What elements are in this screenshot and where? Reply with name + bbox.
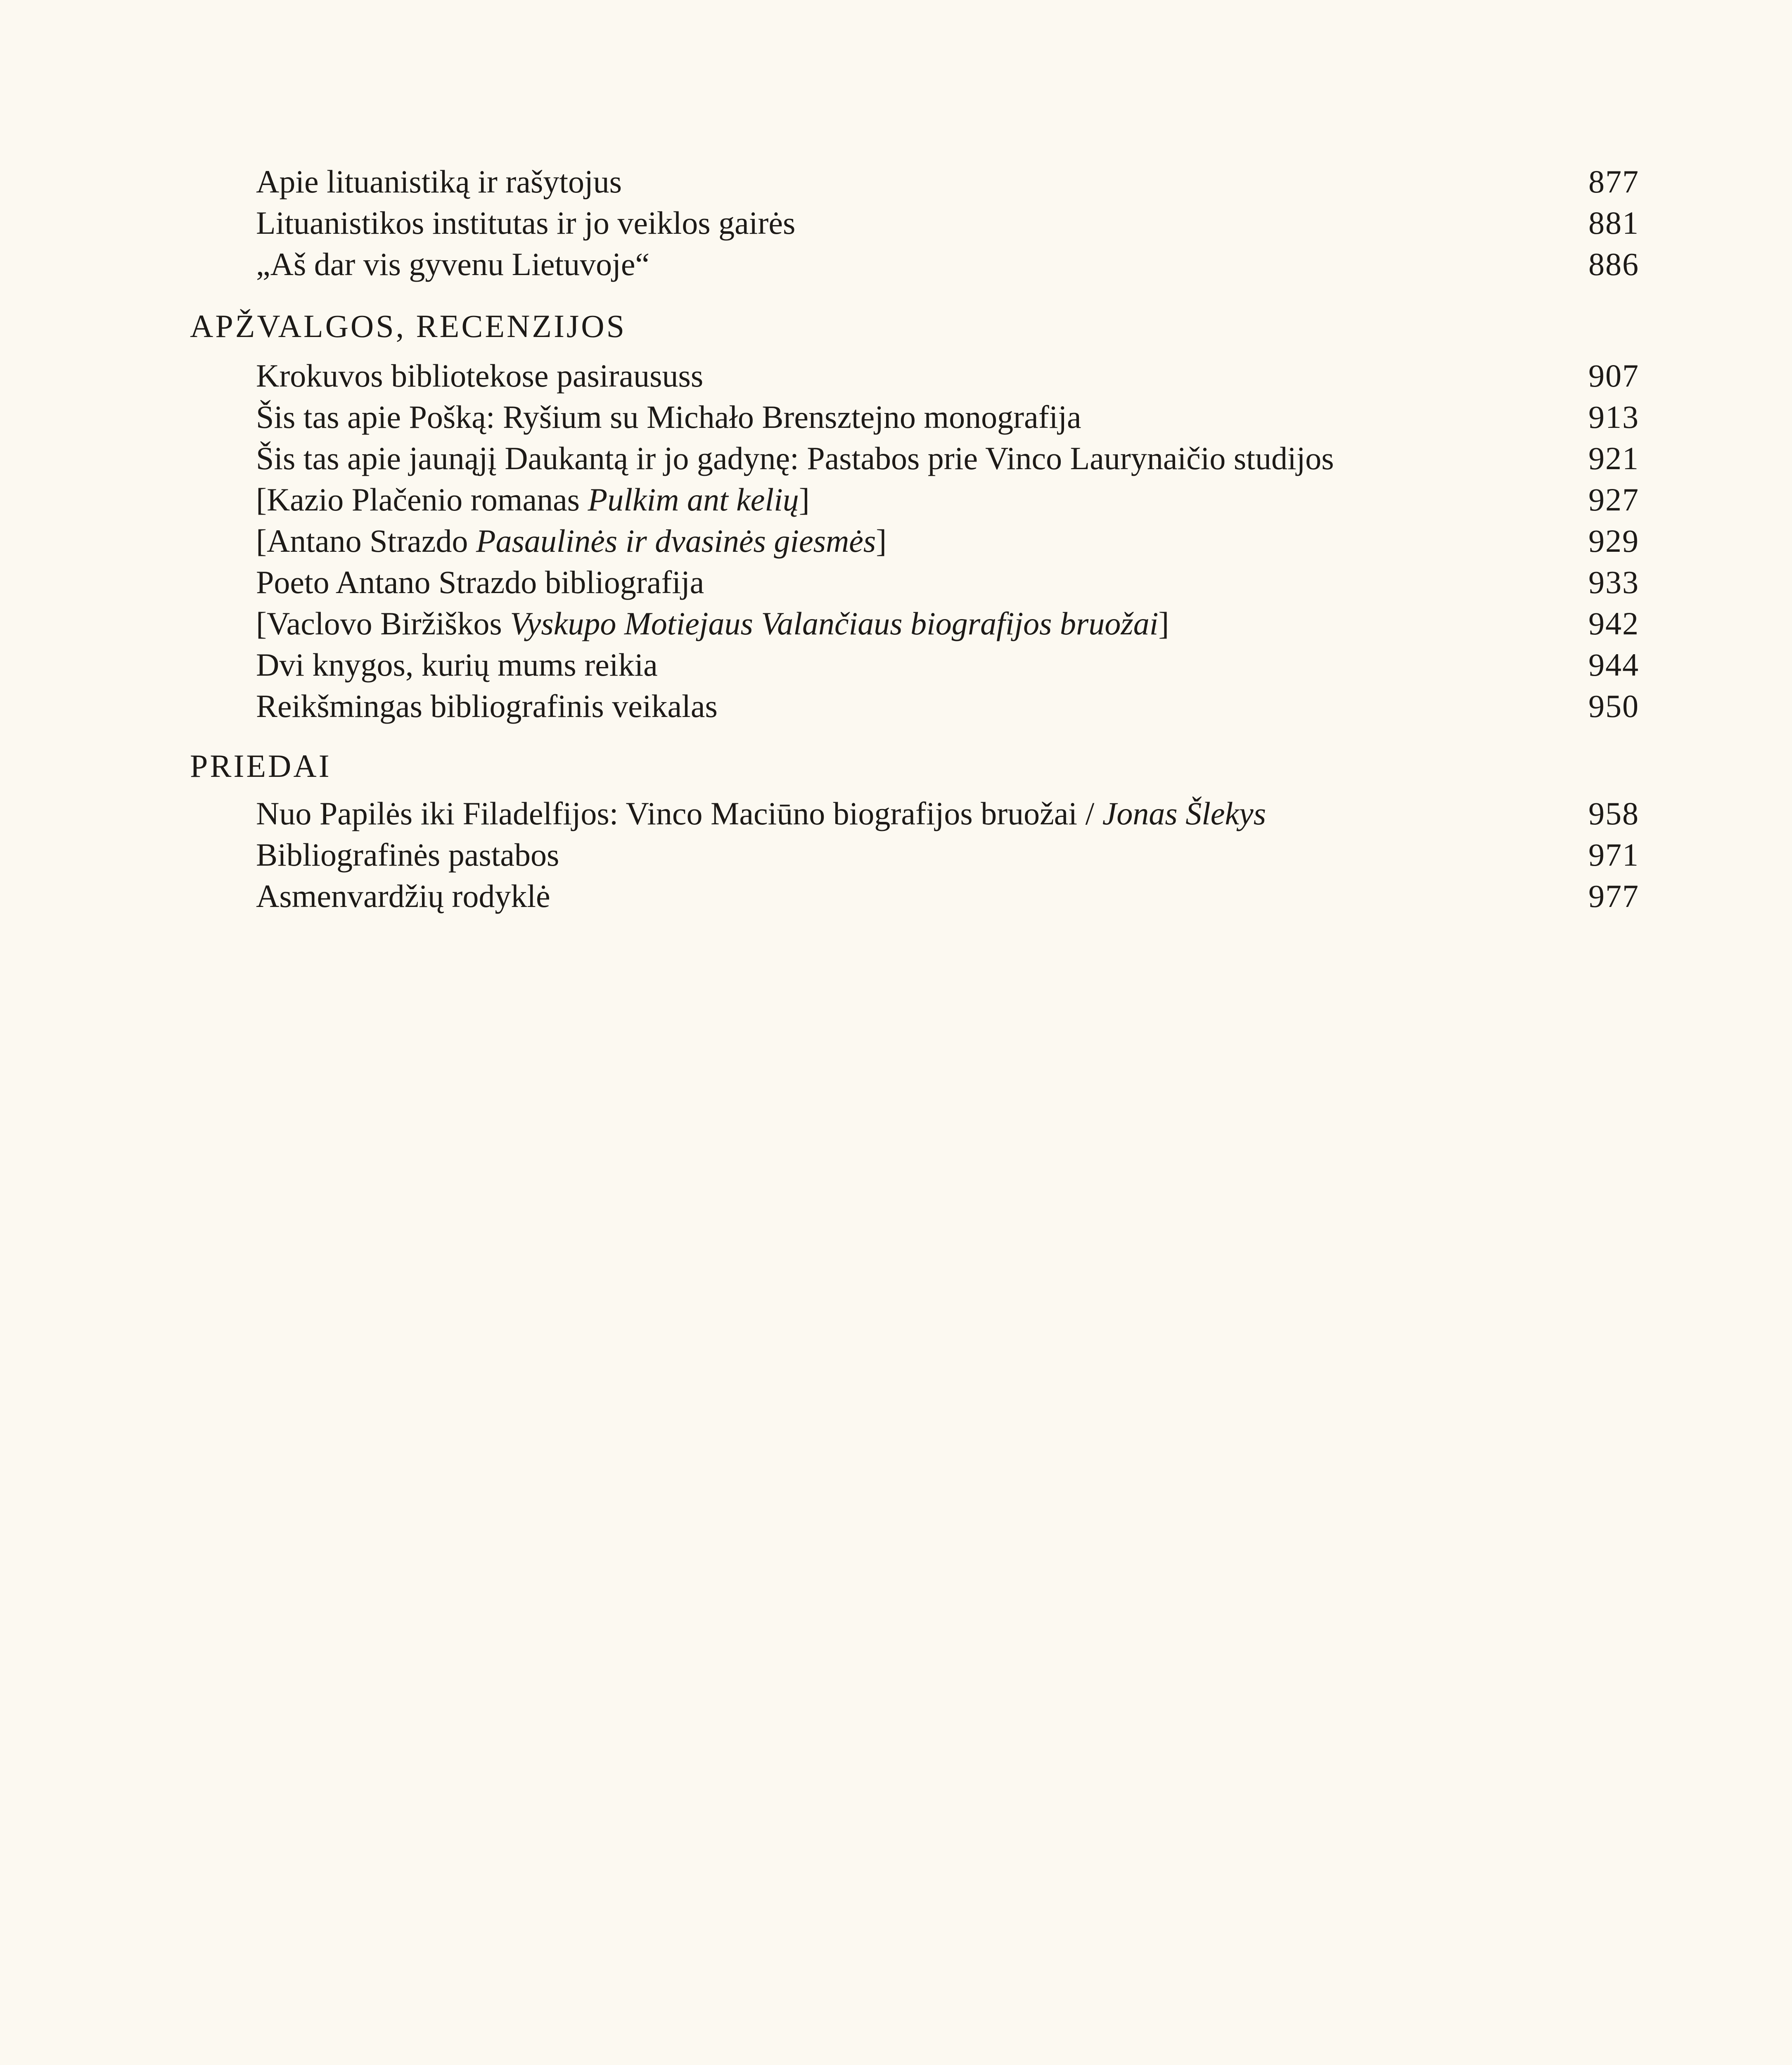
- toc-entry-title: Šis tas apie Pošką: Ryšium su Michało Brensztejno monografija: [256, 399, 1081, 435]
- toc-entry-title: „Aš dar vis gyvenu Lietuvoje“: [256, 246, 650, 282]
- title-italic: Vyskupo Motiejaus Valančiaus biografijos bruožai: [510, 605, 1159, 641]
- toc-entry-page: 921: [1588, 440, 1639, 476]
- title-text: [Kazio Plačenio romanas: [256, 482, 588, 517]
- toc-entry: [256, 202, 1639, 244]
- section-heading-reviews: APŽVALGOS, RECENZIJOS: [190, 308, 626, 344]
- toc-entry: [256, 834, 1639, 876]
- section-heading-appendix: PRIEDAI: [190, 748, 332, 784]
- toc-entry-page: 971: [1588, 837, 1639, 873]
- title-italic: Pulkim ant kelių: [588, 482, 799, 517]
- toc-entry-title: [256, 603, 1169, 644]
- toc-entry-page: 881: [1588, 205, 1639, 241]
- toc-entry: [256, 396, 1639, 438]
- toc-entry-page: 950: [1588, 688, 1639, 724]
- title-text: [Antano Strazdo: [256, 523, 476, 559]
- toc-entry: [256, 686, 1639, 727]
- toc-entry-page: 944: [1588, 647, 1639, 683]
- toc-entry-page: 933: [1588, 564, 1639, 600]
- toc-entry-title: [256, 793, 1266, 834]
- toc-entry: [256, 479, 1639, 520]
- toc-entry-title: [256, 479, 810, 520]
- toc-entry: [256, 161, 1639, 202]
- title-text: ]: [1158, 605, 1169, 641]
- toc-entry: [256, 438, 1639, 479]
- toc-entry-title: Šis tas apie jaunąjį Daukantą ir jo gadynę: Pastabos prie Vinco Laurynaičio studijos: [256, 440, 1334, 476]
- toc-entry: [256, 520, 1639, 562]
- toc-entry-title: Dvi knygos, kurių mums reikia: [256, 647, 658, 683]
- toc-entry-title: Reikšmingas bibliografinis veikalas: [256, 688, 718, 724]
- toc-entry-page: 927: [1588, 482, 1639, 517]
- title-text: [Vaclovo Biržiškos: [256, 605, 510, 641]
- toc-entry-page: 907: [1588, 358, 1639, 394]
- toc-entry-page: 942: [1588, 605, 1639, 641]
- toc-entry-title: Bibliografinės pastabos: [256, 837, 559, 873]
- toc-entry-title: Apie lituanistiką ir rašytojus: [256, 164, 622, 199]
- toc-entry-page: 929: [1588, 523, 1639, 559]
- toc-entry-title: Lituanistikos institutas ir jo veiklos gairės: [256, 205, 796, 241]
- title-italic: Jonas Šlekys: [1102, 795, 1266, 831]
- title-text: ]: [799, 482, 810, 517]
- toc-entry-page: 977: [1588, 878, 1639, 914]
- toc-entry-page: 958: [1588, 795, 1639, 831]
- toc-entry: [256, 355, 1639, 396]
- toc-entry: [256, 644, 1639, 686]
- toc-entry-title: [256, 520, 887, 562]
- toc-entry-page: 877: [1588, 164, 1639, 199]
- title-italic: Pasaulinės ir dvasinės giesmės: [476, 523, 876, 559]
- title-text: ]: [876, 523, 887, 559]
- toc-entry-page: 886: [1588, 246, 1639, 282]
- toc-entry: [256, 876, 1639, 917]
- toc-entry: [256, 793, 1639, 834]
- toc-entry: [256, 562, 1639, 603]
- toc-entry-page: 913: [1588, 399, 1639, 435]
- toc-entry-title: Poeto Antano Strazdo bibliografija: [256, 564, 704, 600]
- toc-entry: [256, 603, 1639, 644]
- toc-entry: [256, 244, 1639, 285]
- toc-entry-title: Asmenvardžių rodyklė: [256, 878, 550, 914]
- toc-entry-title: Krokuvos bibliotekose pasiraususs: [256, 358, 704, 394]
- title-text: Nuo Papilės iki Filadelfijos: Vinco Maciūno biografijos bruožai /: [256, 795, 1102, 831]
